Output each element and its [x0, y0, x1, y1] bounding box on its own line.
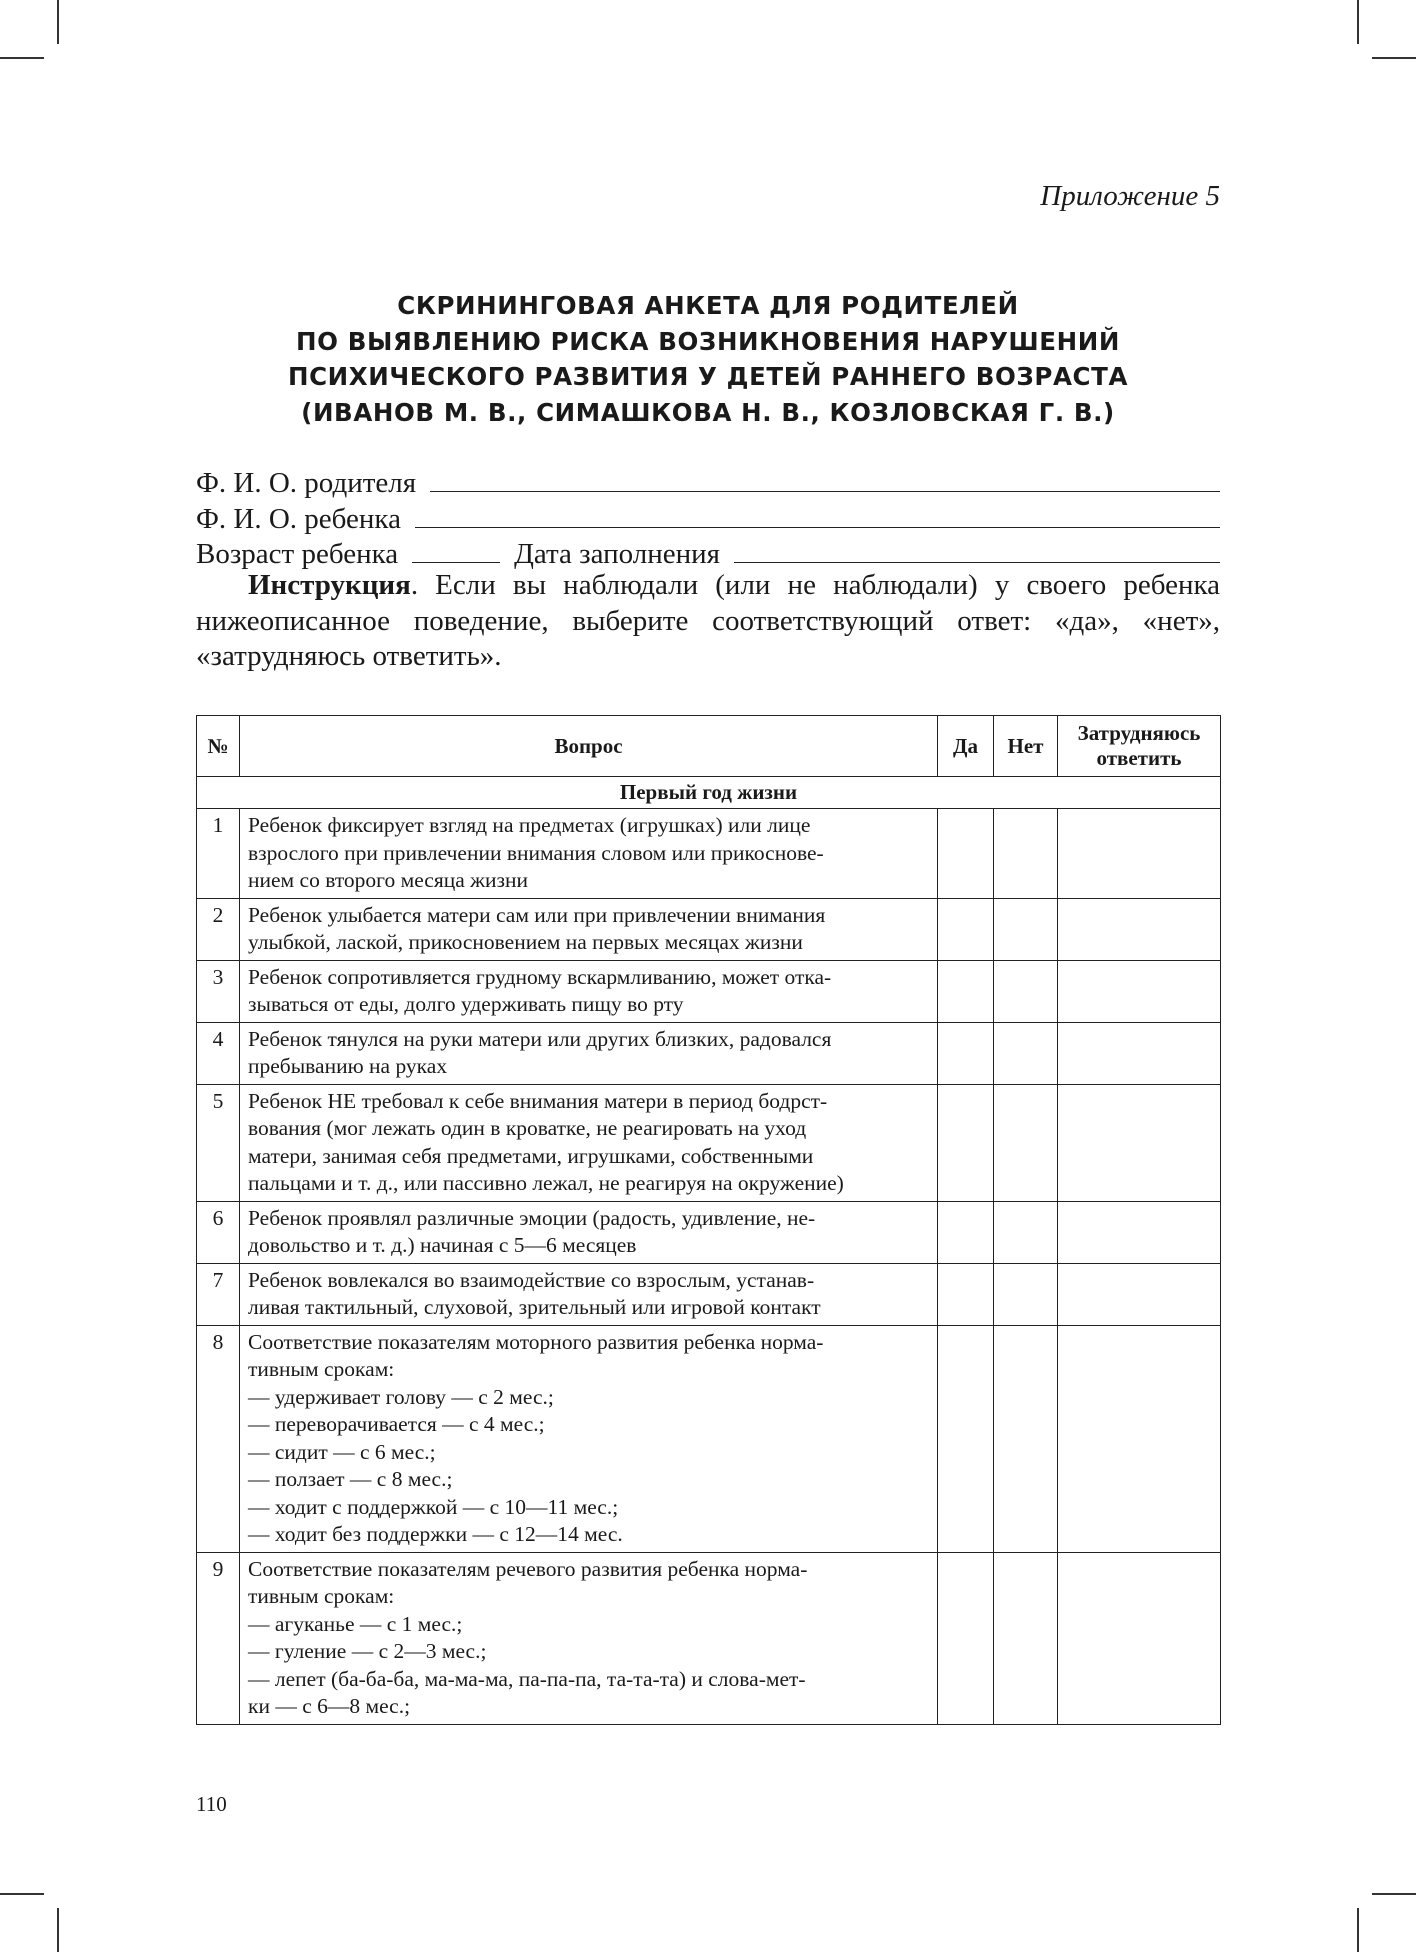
fill-date-label: Дата заполнения [514, 538, 720, 570]
form-fields [196, 466, 1220, 573]
question-line: матери, занимая себя предметами, игрушками, собственными [248, 1143, 814, 1168]
crop-mark-tr-v [1357, 0, 1359, 44]
question-line: Ребенок вовлекался во взаимодействие со взрослым, устанав- [248, 1267, 815, 1292]
crop-mark-br-h [1372, 1893, 1416, 1895]
question-number: 9 [197, 1552, 240, 1724]
answer-no-cell[interactable] [994, 1263, 1058, 1325]
answer-no-cell[interactable] [994, 1084, 1058, 1201]
answer-hard-to-answer-cell[interactable] [1058, 1263, 1221, 1325]
question-line: Соответствие показателям речевого развития ребенка норма- [248, 1556, 808, 1581]
document-title [196, 288, 1220, 430]
question-line: — удерживает голову — с 2 мес.; [248, 1384, 554, 1409]
question-line: Ребенок фиксирует взгляд на предметах (игрушках) или лице [248, 813, 811, 837]
question-line: ливая тактильный, слуховой, зрительный или игровой контакт [248, 1295, 821, 1319]
question-number: 2 [197, 898, 240, 960]
child-name-field[interactable] [415, 503, 1220, 528]
question-line: пальцами и т. д., или пассивно лежал, не реагируя на окружение) [248, 1171, 844, 1195]
answer-hard-to-answer-cell[interactable] [1058, 1552, 1221, 1724]
title-line: ПСИХИЧЕСКОГО РАЗВИТИЯ У ДЕТЕЙ РАННЕГО ВОЗРАСТА [288, 362, 1128, 391]
page-number: 110 [196, 1792, 227, 1816]
question-number: 3 [197, 960, 240, 1022]
answer-yes-cell[interactable] [938, 809, 994, 899]
question-text [240, 809, 938, 899]
section-title: Первый год жизни [197, 777, 1221, 809]
answer-no-cell[interactable] [994, 1325, 1058, 1552]
answer-yes-cell[interactable] [938, 960, 994, 1022]
table-row [197, 1325, 1221, 1552]
table-header-row [197, 716, 1221, 777]
table-row [197, 898, 1221, 960]
question-text [240, 960, 938, 1022]
question-line: Ребенок проявлял различные эмоции (радость, удивление, не- [248, 1205, 816, 1230]
answer-no-cell[interactable] [994, 1552, 1058, 1724]
question-line: вования (мог лежать один в кроватке, не реагировать на уход [248, 1116, 807, 1140]
instruction-text: . Если вы наблюдали (или не наблюдали) у своего ребенка нижеописанное поведение, выберите соответствующий ответ: «да», «нет», «затрудняюсь ответить». [196, 569, 1220, 672]
question-line: Соответствие показателям моторного развития ребенка норма- [248, 1329, 824, 1354]
question-line: Ребенок сопротивляется грудному вскармливанию, может отка- [248, 964, 832, 989]
question-number: 7 [197, 1263, 240, 1325]
table-row [197, 1263, 1221, 1325]
question-text [240, 1201, 938, 1263]
header-no: Нет [994, 716, 1058, 777]
header-hard-to-answer: Затрудняюсь ответить [1058, 716, 1221, 777]
questionnaire-table [196, 715, 1221, 1725]
answer-hard-to-answer-cell[interactable] [1058, 1022, 1221, 1084]
question-text [240, 1325, 938, 1552]
answer-no-cell[interactable] [994, 898, 1058, 960]
table-row [197, 809, 1221, 899]
answer-hard-to-answer-cell[interactable] [1058, 1201, 1221, 1263]
parent-name-field[interactable] [430, 467, 1220, 492]
question-line: взрослого при привлечении внимания словом или прикоснове- [248, 840, 824, 865]
question-number: 8 [197, 1325, 240, 1552]
answer-hard-to-answer-cell[interactable] [1058, 1325, 1221, 1552]
crop-mark-tl-v [57, 0, 59, 44]
question-line: — агуканье — с 1 мес.; [248, 1611, 463, 1636]
crop-mark-tr-h [1372, 57, 1416, 59]
answer-yes-cell[interactable] [938, 1022, 994, 1084]
header-yes: Да [938, 716, 994, 777]
question-line: тивным срокам: [248, 1584, 395, 1608]
question-text [240, 898, 938, 960]
instruction-heading: Инструкция [248, 569, 411, 601]
child-name-label: Ф. И. О. ребенка [196, 502, 401, 535]
header-question: Вопрос [240, 716, 938, 777]
answer-yes-cell[interactable] [938, 1325, 994, 1552]
answer-yes-cell[interactable] [938, 1552, 994, 1724]
question-number: 6 [197, 1201, 240, 1263]
answer-no-cell[interactable] [994, 1201, 1058, 1263]
question-number: 5 [197, 1084, 240, 1201]
crop-mark-bl-h [0, 1893, 44, 1895]
answer-yes-cell[interactable] [938, 1263, 994, 1325]
answer-yes-cell[interactable] [938, 1084, 994, 1201]
title-line: ПО ВЫЯВЛЕНИЮ РИСКА ВОЗНИКНОВЕНИЯ НАРУШЕНИЙ [296, 326, 1120, 356]
child-age-field[interactable] [412, 538, 500, 563]
header-num: № [197, 716, 240, 777]
title-line: СКРИНИНГОВАЯ АНКЕТА ДЛЯ РОДИТЕЛЕЙ [397, 291, 1019, 320]
table-row [197, 1201, 1221, 1263]
question-number: 1 [197, 809, 240, 899]
section-row [197, 777, 1221, 809]
title-line: (ИВАНОВ М. В., СИМАШКОВА Н. В., КОЗЛОВСКАЯ Г. В.) [301, 397, 1115, 427]
question-text [240, 1022, 938, 1084]
answer-no-cell[interactable] [994, 809, 1058, 899]
question-line: ки — с 6—8 мес.; [248, 1694, 411, 1718]
table-row [197, 1552, 1221, 1724]
answer-hard-to-answer-cell[interactable] [1058, 960, 1221, 1022]
question-line: зываться от еды, долго удерживать пищу во рту [248, 992, 684, 1016]
answer-hard-to-answer-cell[interactable] [1058, 1084, 1221, 1201]
crop-mark-tl-h [0, 57, 44, 59]
crop-mark-br-v [1357, 1908, 1359, 1952]
crop-mark-bl-v [57, 1908, 59, 1952]
table-row [197, 960, 1221, 1022]
question-line: пребыванию на руках [248, 1054, 448, 1078]
question-line: — ходит с поддержкой — с 10—11 мес.; [248, 1494, 619, 1519]
question-line: — ходит без поддержки — с 12—14 мес. [248, 1522, 623, 1546]
question-line: Ребенок НЕ требовал к себе внимания матери в период бодрст- [248, 1088, 828, 1113]
answer-no-cell[interactable] [994, 1022, 1058, 1084]
question-text [240, 1552, 938, 1724]
question-line: — сидит — с 6 мес.; [248, 1439, 436, 1464]
answer-hard-to-answer-cell[interactable] [1058, 809, 1221, 899]
question-number: 4 [197, 1022, 240, 1084]
appendix-label: Приложение 5 [1040, 180, 1220, 212]
answer-no-cell[interactable] [994, 960, 1058, 1022]
child-name-row [196, 502, 1220, 538]
question-line: — переворачивается — с 4 мес.; [248, 1412, 545, 1436]
parent-name-row [196, 466, 1220, 502]
child-age-label: Возраст ребенка [196, 538, 399, 570]
table-row [197, 1084, 1221, 1201]
question-text [240, 1263, 938, 1325]
question-line: довольство и т. д.) начиная с 5—6 месяцев [248, 1233, 637, 1257]
answer-yes-cell[interactable] [938, 1201, 994, 1263]
instruction-paragraph [196, 568, 1220, 675]
question-line: Ребенок тянулся на руки матери или других близких, радовался [248, 1026, 832, 1051]
table-row [197, 1022, 1221, 1084]
question-text [240, 1084, 938, 1201]
question-line: нием со второго месяца жизни [248, 868, 528, 892]
parent-name-label: Ф. И. О. родителя [196, 467, 417, 499]
question-line: — лепет (ба-ба-ба, ма-ма-ма, па-па-па, та-та-та) и слова-мет- [248, 1666, 806, 1691]
question-line: — ползает — с 8 мес.; [248, 1467, 453, 1491]
answer-yes-cell[interactable] [938, 898, 994, 960]
question-line: Ребенок улыбается матери сам или при привлечении внимания [248, 902, 826, 927]
fill-date-field[interactable] [734, 538, 1220, 563]
question-line: улыбкой, лаской, прикосновением на первых месяцах жизни [248, 930, 803, 954]
question-line: тивным срокам: [248, 1357, 395, 1381]
question-line: — гуление — с 2—3 мес.; [248, 1639, 487, 1663]
answer-hard-to-answer-cell[interactable] [1058, 898, 1221, 960]
